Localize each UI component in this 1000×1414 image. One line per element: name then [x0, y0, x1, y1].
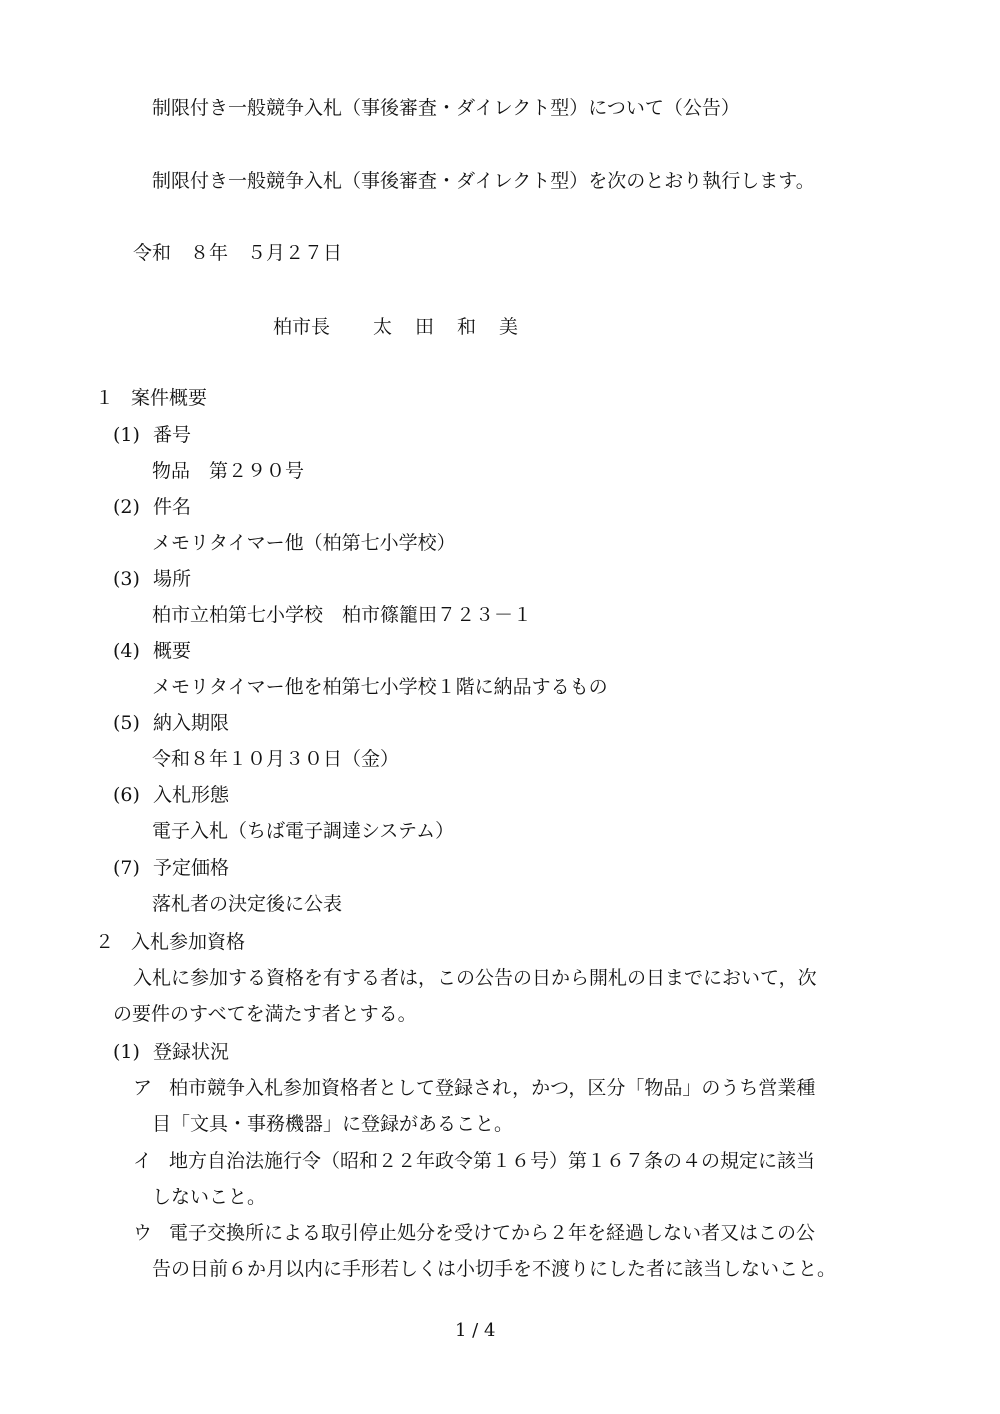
signer-name-char: 美 — [499, 316, 519, 338]
signer-name-char: 太 — [373, 316, 393, 338]
requirement-continuation: しないこと。 — [152, 1186, 267, 1208]
signer-office: 柏市長 — [273, 316, 331, 338]
item-value: 落札者の決定後に公表 — [152, 893, 343, 915]
signer-name-char: 和 — [457, 316, 477, 338]
requirement-continuation: 告の日前６か月以内に手形若しくは小切手を不渡りにした者に該当しないこと。 — [152, 1258, 837, 1280]
item-heading: (2) 件名 — [113, 496, 192, 518]
requirement-item: ウ 電子交換所による取引停止処分を受けてから２年を経過しない者又はこの公 — [133, 1222, 816, 1244]
section-number: １ — [95, 387, 115, 409]
section-title: 入札参加資格 — [131, 931, 246, 953]
item-heading: (5) 納入期限 — [113, 712, 230, 734]
section2-heading — [95, 929, 245, 955]
requirement-item: ア 柏市競争入札参加資格者として登録され，かつ，区分「物品」のうち営業種 — [133, 1077, 816, 1099]
page-number: 1 / 4 — [455, 1320, 496, 1341]
item-heading: (3) 場所 — [113, 568, 192, 590]
item-value: 令和８年１０月３０日（金） — [152, 748, 400, 770]
item-heading: (6) 入札形態 — [113, 784, 230, 806]
paragraph-line: の要件のすべてを満たす者とする。 — [113, 1003, 417, 1025]
item-value: メモリタイマー他を柏第七小学校１階に納品するもの — [152, 676, 608, 698]
item-value: 柏市立柏第七小学校 柏市篠籠田７２３－１ — [152, 604, 533, 626]
signer-name-char: 田 — [415, 316, 435, 338]
item-value: 電子入札（ちば電子調達システム） — [152, 820, 455, 842]
notice-date: 令和 ８年 ５月２７日 — [133, 242, 343, 264]
requirement-continuation: 目「文具・事務機器」に登録があること。 — [152, 1113, 514, 1135]
signer-block — [273, 314, 541, 340]
requirement-item: イ 地方自治法施行令（昭和２２年政令第１６号）第１６７条の４の規定に該当 — [133, 1150, 816, 1172]
intro-text: 制限付き一般競争入札（事後審査・ダイレクト型）を次のとおり執行します。 — [152, 170, 815, 192]
item-heading: (1) 番号 — [113, 424, 192, 446]
item-value: メモリタイマー他（柏第七小学校） — [152, 532, 456, 554]
item-heading: (7) 予定価格 — [113, 857, 230, 879]
item-heading: (4) 概要 — [113, 640, 192, 662]
section-number: ２ — [95, 931, 115, 953]
section-title: 案件概要 — [131, 387, 208, 409]
item-value: 物品 第２９０号 — [152, 460, 305, 482]
section1-heading — [95, 385, 207, 411]
document-title: 制限付き一般競争入札（事後審査・ダイレクト型）について（公告） — [152, 97, 740, 119]
subsection-heading: (1) 登録状況 — [113, 1041, 230, 1063]
paragraph-line: 入札に参加する資格を有する者は，この公告の日から開札の日までにおいて，次 — [133, 967, 817, 989]
